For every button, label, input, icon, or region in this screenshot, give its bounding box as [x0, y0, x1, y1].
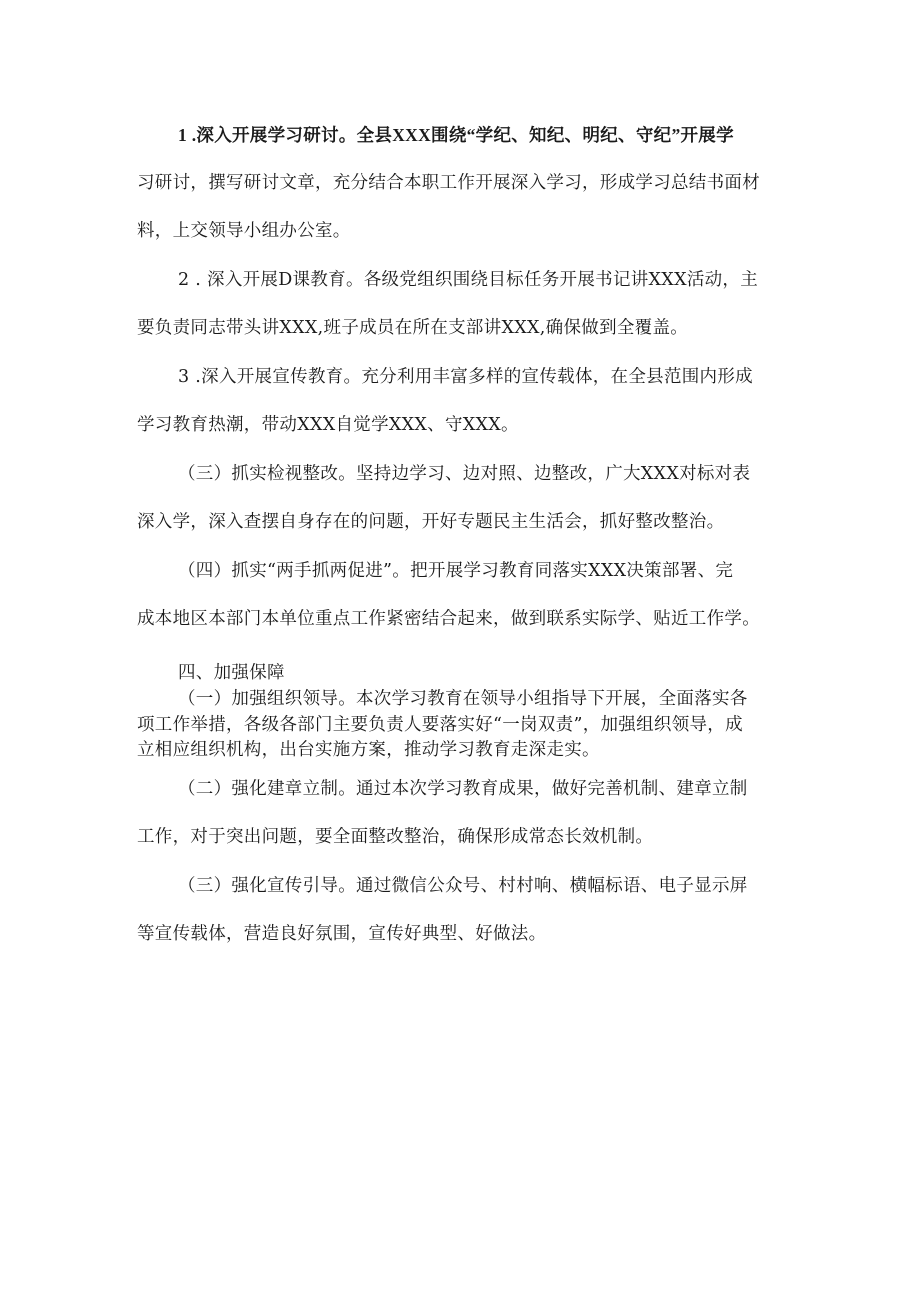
para-6-line-2: 项工作举措，各级各部门主要负责人要落实好“一岗双责”，加强组织领导，成	[137, 715, 743, 735]
para-5-line-1: （四）抓实“两手抓两促进”。把开展学习教育同落实XXX决策部署、完	[178, 561, 734, 581]
para-4-line-2: 深入学，深入查摆自身存在的问题，开好专题民主生活会，抓好整改整治。	[137, 512, 725, 532]
para-1-line-2: 习研讨，撰写研讨文章，充分结合本职工作开展深入学习，形成学习总结书面材	[137, 173, 760, 193]
para-6-line-1: （一）加强组织领导。本次学习教育在领导小组指导下开展，全面落实各	[178, 689, 748, 709]
para-6-line-3: 立相应组织机构，出台实施方案，推动学习教育走深走实。	[137, 740, 600, 760]
para-3-line-2: 学习教育热潮，带动XXX自觉学XXX、守XXX。	[137, 415, 519, 435]
para-2-line-1: 2 . 深入开展D课教育。各级党组织围绕目标任务开展书记讲XXX活动，主	[178, 270, 759, 290]
section-heading-4: 四、加强保障	[178, 663, 285, 683]
para-1-line-1: 1 .深入开展学习研讨。全县XXX围绕“学纪、知纪、明纪、守纪”开展学	[178, 125, 734, 145]
para-4-line-1: （三）抓实检视整改。坚持边学习、边对照、边整改，广大XXX对标对表	[178, 464, 751, 484]
para-7-line-2: 工作，对于突出问题，要全面整改整治，确保形成常态长效机制。	[137, 827, 654, 847]
para-5-line-2: 成本地区本部门本单位重点工作紧密结合起来，做到联系实际学、贴近工作学。	[137, 609, 760, 629]
para-7-line-1: （二）强化建章立制。通过本次学习教育成果，做好完善机制、建章立制	[178, 779, 748, 799]
para-1-line-3: 料，上交领导小组办公室。	[137, 221, 351, 241]
para-3-line-1: 3 .深入开展宣传教育。充分利用丰富多样的宣传载体，在全县范围内形成	[178, 367, 753, 387]
para-8-line-2: 等宣传载体，营造良好氛围，宣传好典型、好做法。	[137, 924, 547, 944]
para-8-line-1: （三）强化宣传引导。通过微信公众号、村村响、横幅标语、电子显示屏	[178, 876, 748, 896]
para-2-line-2: 要负责同志带头讲XXX,班子成员在所在支部讲XXX,确保做到全覆盖。	[137, 318, 689, 338]
